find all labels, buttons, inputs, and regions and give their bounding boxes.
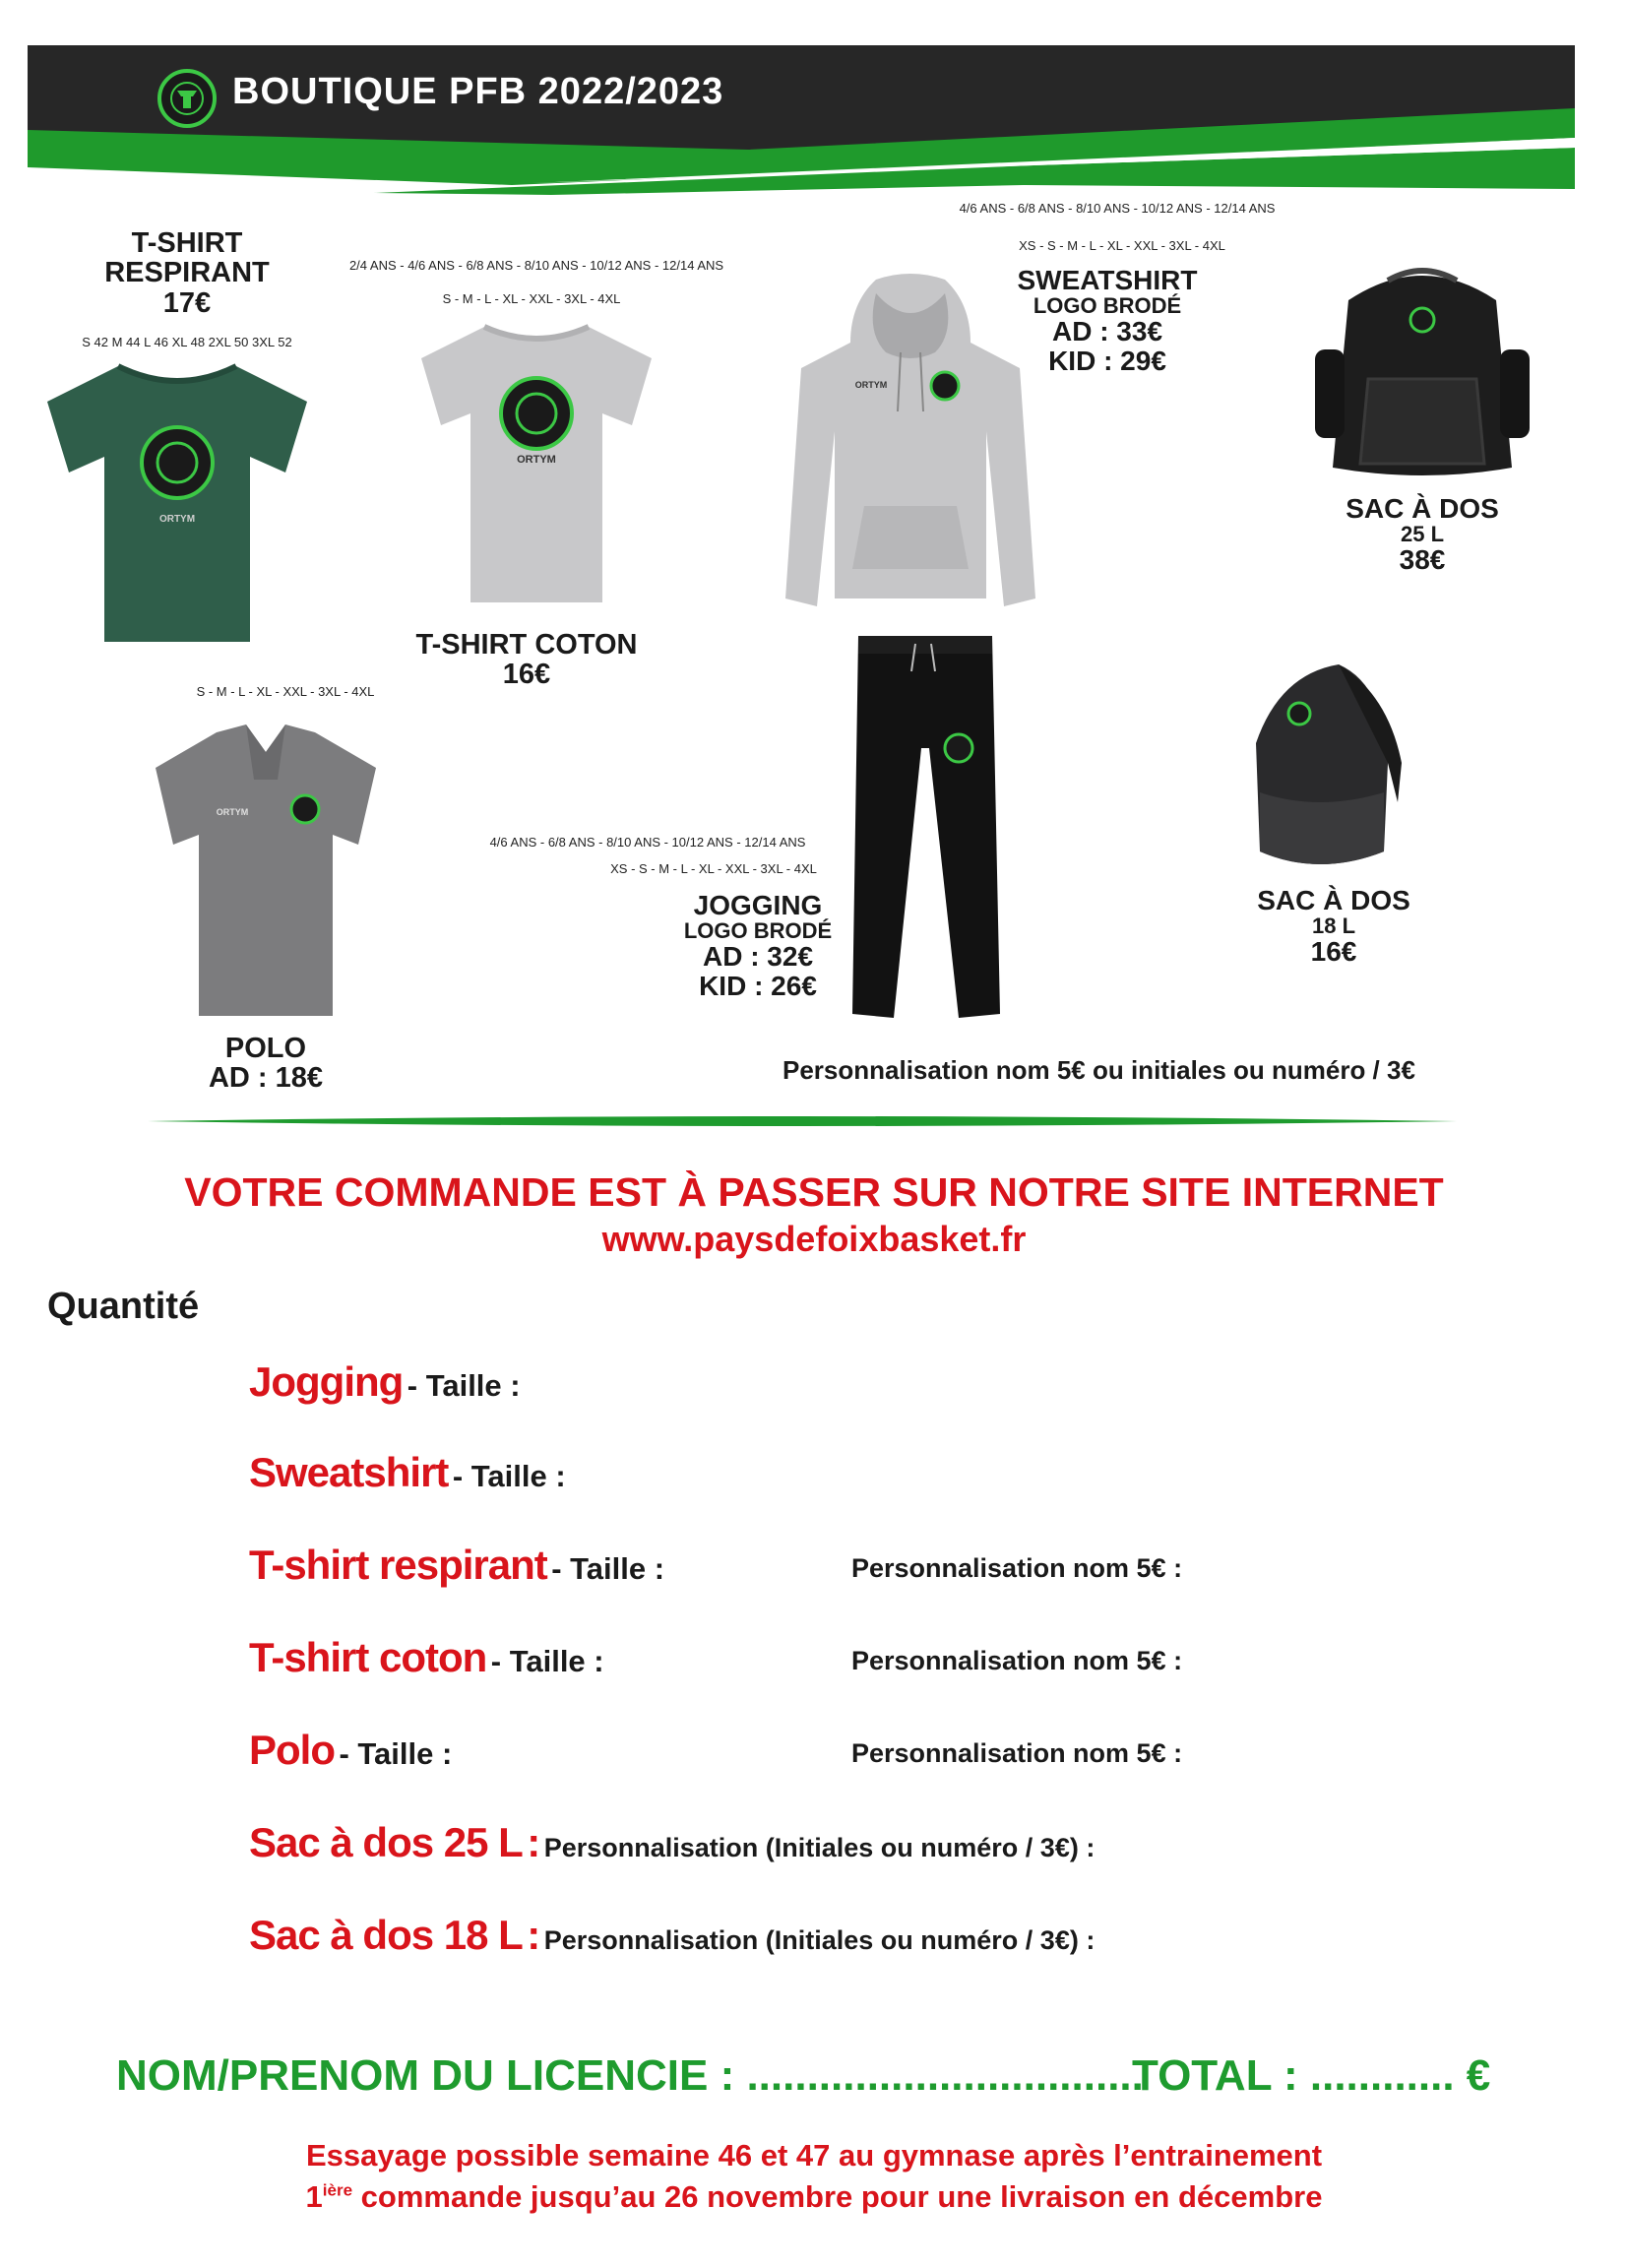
item-label: Sac à dos 25 L <box>249 1819 523 1865</box>
tshirt-respirant-title <box>89 228 285 318</box>
sweatshirt-sizes-kid: 4/6 ANS - 6/8 ANS - 8/10 ANS - 10/12 ANS - 12/14 ANS <box>959 201 1276 216</box>
sac25-title <box>1309 494 1535 575</box>
order-line-jogging[interactable] <box>249 1358 521 1406</box>
jogging-sub: LOGO BRODÉ <box>683 918 833 944</box>
section-divider <box>148 1114 1457 1128</box>
item-label: Polo <box>249 1727 335 1773</box>
taille-label: - Taille : <box>490 1644 604 1678</box>
order-line-sac25[interactable] <box>249 1819 1095 1866</box>
jogging-sizes-kid: 4/6 ANS - 6/8 ANS - 8/10 ANS - 10/12 ANS - 12/14 ANS <box>489 835 806 850</box>
sweatshirt-name: SWEATSHIRT <box>1017 265 1198 295</box>
total-field[interactable]: TOTAL : ............ € <box>1132 2051 1491 2100</box>
club-logo-icon <box>157 69 217 128</box>
sac18-volume: 18 L <box>1311 914 1356 939</box>
polo-name: POLO <box>224 1033 307 1064</box>
brand-label: ORTYM <box>158 514 196 525</box>
item-label: Sweatshirt <box>249 1449 449 1495</box>
deadline-text: commande jusqu’au 26 novembre pour une livraison en décembre <box>352 2179 1323 2214</box>
taille-label: - Taille : <box>551 1551 665 1586</box>
sac25-price: 38€ <box>1399 544 1446 576</box>
sweatshirt-sizes-ad: XS - S - M - L - XL - XXL - 3XL - 4XL <box>1019 238 1225 253</box>
sweatshirt-price-ad: AD : 33€ <box>1051 316 1163 347</box>
jogging-title <box>659 891 856 1000</box>
tshirt-respirant-sizes: S 42 M 44 L 46 XL 48 2XL 50 3XL 52 <box>82 335 292 349</box>
sweatshirt-sub: LOGO BRODÉ <box>1033 293 1182 319</box>
small-backpack-icon <box>1240 655 1408 881</box>
tshirt-coton-name: T-SHIRT COTON <box>415 629 638 661</box>
taille-label: - Taille : <box>407 1368 521 1403</box>
sac18-name: SAC À DOS <box>1257 885 1410 915</box>
tshirt-respirant-price: 17€ <box>162 286 212 319</box>
personalisation-note: Personnalisation nom 5€ ou initiales ou numéro / 3€ <box>783 1055 1415 1085</box>
colon: : <box>527 1912 540 1958</box>
item-label: T-shirt coton <box>249 1634 487 1680</box>
item-label: T-shirt respirant <box>249 1542 547 1588</box>
sac25-volume: 25 L <box>1400 522 1445 547</box>
polo-title <box>167 1034 364 1094</box>
order-headline: VOTRE COMMANDE EST À PASSER SUR NOTRE SITE INTERNET <box>184 1169 1444 1215</box>
grey-tshirt-icon <box>413 315 659 610</box>
nom-prenom-field[interactable]: NOM/PRENOM DU LICENCIE : ................................. <box>116 2051 1144 2100</box>
tshirt-coton-title <box>394 630 659 690</box>
order-line-sweatshirt[interactable] <box>249 1449 566 1496</box>
ordinal-suffix: ière <box>322 2180 353 2200</box>
order-line-polo[interactable] <box>249 1727 452 1774</box>
item-label: Jogging <box>249 1358 404 1405</box>
sac25-name: SAC À DOS <box>1346 493 1499 524</box>
brand-label: ORTYM <box>517 454 556 466</box>
polo-price: AD : 18€ <box>208 1062 324 1095</box>
sweatshirt-price-kid: KID : 29€ <box>1048 345 1166 376</box>
tshirt-respirant-name2: RESPIRANT <box>104 257 270 289</box>
quantite-label: Quantité <box>47 1286 200 1327</box>
colon: : <box>527 1819 540 1865</box>
perso-nom-tshirt-coton: Personnalisation nom 5€ : <box>851 1646 1183 1675</box>
brand-label: ORTYM <box>854 380 888 390</box>
website-link[interactable]: www.paysdefoixbasket.fr <box>601 1219 1027 1259</box>
commande-deadline <box>0 2179 1628 2215</box>
perso-nom-polo: Personnalisation nom 5€ : <box>851 1738 1183 1768</box>
backpack-icon <box>1309 261 1535 487</box>
brand-label: ORTYM <box>216 807 249 817</box>
sac18-title <box>1221 886 1447 967</box>
jogging-pants-icon <box>837 630 1014 1024</box>
tshirt-respirant-name1: T-SHIRT <box>131 227 243 259</box>
taille-label: - Taille : <box>452 1459 566 1493</box>
tshirt-coton-sizes-kid: 2/4 ANS - 4/6 ANS - 6/8 ANS - 8/10 ANS - 10/12 ANS - 12/14 ANS <box>348 258 724 273</box>
order-line-tshirt-respirant[interactable] <box>249 1542 664 1589</box>
jogging-sizes-ad: XS - S - M - L - XL - XXL - 3XL - 4XL <box>610 861 817 876</box>
taille-label: - Taille : <box>339 1736 453 1771</box>
essayage-note: Essayage possible semaine 46 et 47 au gymnase après l’entrainement <box>305 2138 1323 2173</box>
ordinal-number: 1 <box>305 2179 323 2214</box>
jogging-price-ad: AD : 32€ <box>702 941 814 973</box>
tshirt-coton-sizes-ad: S - M - L - XL - XXL - 3XL - 4XL <box>442 291 621 306</box>
sweatshirt-title <box>994 266 1221 375</box>
order-line-sac18[interactable] <box>249 1912 1095 1959</box>
polo-sizes: S - M - L - XL - XXL - 3XL - 4XL <box>196 684 375 699</box>
polo-icon <box>148 719 384 1024</box>
tshirt-coton-price: 16€ <box>502 659 551 691</box>
perso-initiales-label: Personnalisation (Initiales ou numéro / 3€) : <box>543 1833 1096 1862</box>
sac18-price: 16€ <box>1310 936 1357 968</box>
jogging-name: JOGGING <box>693 890 823 920</box>
item-label: Sac à dos 18 L <box>249 1912 523 1958</box>
perso-nom-tshirt-respirant: Personnalisation nom 5€ : <box>851 1553 1183 1583</box>
jogging-price-kid: KID : 26€ <box>699 970 817 1001</box>
order-line-tshirt-coton[interactable] <box>249 1634 604 1681</box>
perso-initiales-label: Personnalisation (Initiales ou numéro / 3€) : <box>543 1925 1096 1955</box>
green-tshirt-icon <box>39 354 315 650</box>
page-title: BOUTIQUE PFB 2022/2023 <box>232 71 724 112</box>
